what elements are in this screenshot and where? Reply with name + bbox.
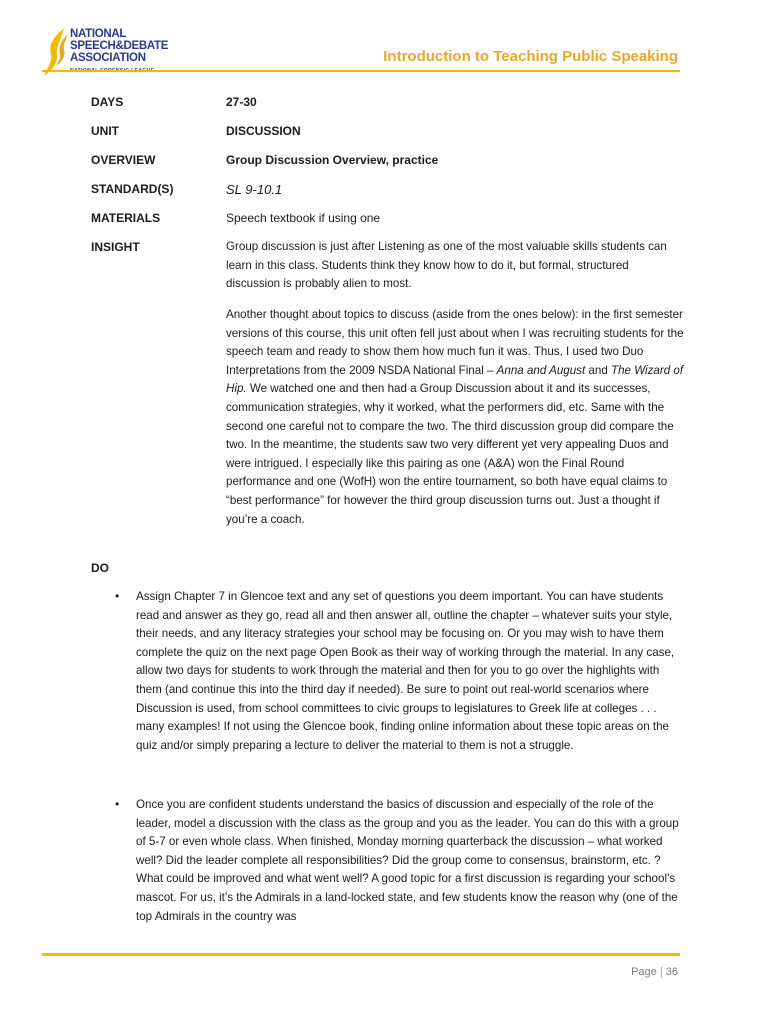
do-item-2: Once you are confident students understand the basics of discussion and especially of the role of the leader, model a discussion with the class as the group and you as the leader. You can do this with a group of 5-7 or even whole class. When finished, Monday morning quarterback the discussion – what worked well? Did the leader complete all responsibilities? Did the group come to consensus, brainstorm, etc. ? What could be improved and what went well? A good topic for a first discussion is regarding your school’s mascot. For us, it’s the Admirals in a land-locked state, and few students know the reason why (one of the top Admirals in the country was: [136, 798, 679, 923]
do-label: DO: [91, 561, 109, 575]
overview-label: OVERVIEW: [91, 153, 156, 167]
do-item-1: Assign Chapter 7 in Glencoe text and any set of questions you deem important. You can have students read and answer as they go, read all and then answer all, outline the chapter – whatever suits your style, their needs, and any literacy strategies your school may be focusing on. Or you may wish to have them complete the quiz on the next page Open Book as their way of working through the material. In any case, allow two days for students to work through the material and then for you to go over the highlights with them (and continue this into the third day if needed). Be sure to point out real-world scenarios where Discussion is used, from school committees to civic groups to legislatures to Greek life at colleges . . . many examples! If not using the Glencoe book, finding online information about these topic areas on the quiz and/or simply preparing a lecture to deliver the material to them is not a struggle.: [136, 590, 675, 752]
materials-label: MATERIALS: [91, 211, 161, 225]
header-divider: [42, 70, 680, 72]
materials-value: Speech textbook if using one: [226, 211, 381, 225]
standard-value: SL 9-10.1: [226, 182, 283, 197]
insight-p2-text-a: Another thought about topics to discuss (aside from the ones below): in the first semester versions of this course, this unit often fell just about when I was recruiting students for the speech team and ready to show them how much fun it was. Thus, I used two Duo Interpretations from the 2009 NSDA National Final –: [226, 308, 684, 377]
insight-p2-text-b: We watched one and then had a Group Discussion about it and its successes, communication strategies, why it worked, what the performers did, etc. Same with the second one careful not to compare the two. The third discussion group did compare the two. In the meantime, the students saw two very different yet very appealing Duos and were intrigued. I especially like this pairing as one (A&A) won the Final Round performance and one (WofH) won the entire tournament, so both have equal claims to “best performance” for however the third group discussion turns out. Just a thought if you’re a coach.: [226, 382, 674, 526]
bullet-1: •: [115, 589, 120, 603]
insight-paragraph-1: Group discussion is just after Listening as one of the most valuable skills students can learn in this class. Students think they know how to do it, but formal, structured discussion is probably alien to most.: [226, 240, 667, 291]
page-separator: |: [659, 966, 663, 978]
overview-value: Group Discussion Overview, practice: [226, 153, 439, 167]
logo-line-1: NATIONAL: [70, 28, 127, 40]
insight-p2-and: and: [585, 363, 611, 377]
unit-value: DISCUSSION: [226, 124, 301, 138]
logo-line-2: SPEECH&DEBATE: [70, 40, 169, 52]
days-label: DAYS: [91, 95, 124, 109]
insight-label: INSIGHT: [91, 240, 140, 254]
document-title: Introduction to Teaching Public Speaking: [383, 48, 678, 65]
logo-line-3: ASSOCIATION: [70, 52, 146, 64]
days-value: 27-30: [226, 95, 257, 109]
page-footer: [631, 966, 678, 978]
insight-p2-title-1: Anna and August: [496, 363, 586, 377]
page-label: Page: [631, 966, 657, 978]
unit-label: UNIT: [91, 124, 119, 138]
insight-p2-title-2: The Wizard of Hip.: [226, 363, 684, 396]
page-number: 36: [665, 966, 678, 978]
insight-paragraph-2: [226, 306, 686, 529]
standard-label: STANDARD(S): [91, 182, 174, 196]
footer-divider: [42, 953, 680, 956]
bullet-2: •: [115, 797, 120, 811]
